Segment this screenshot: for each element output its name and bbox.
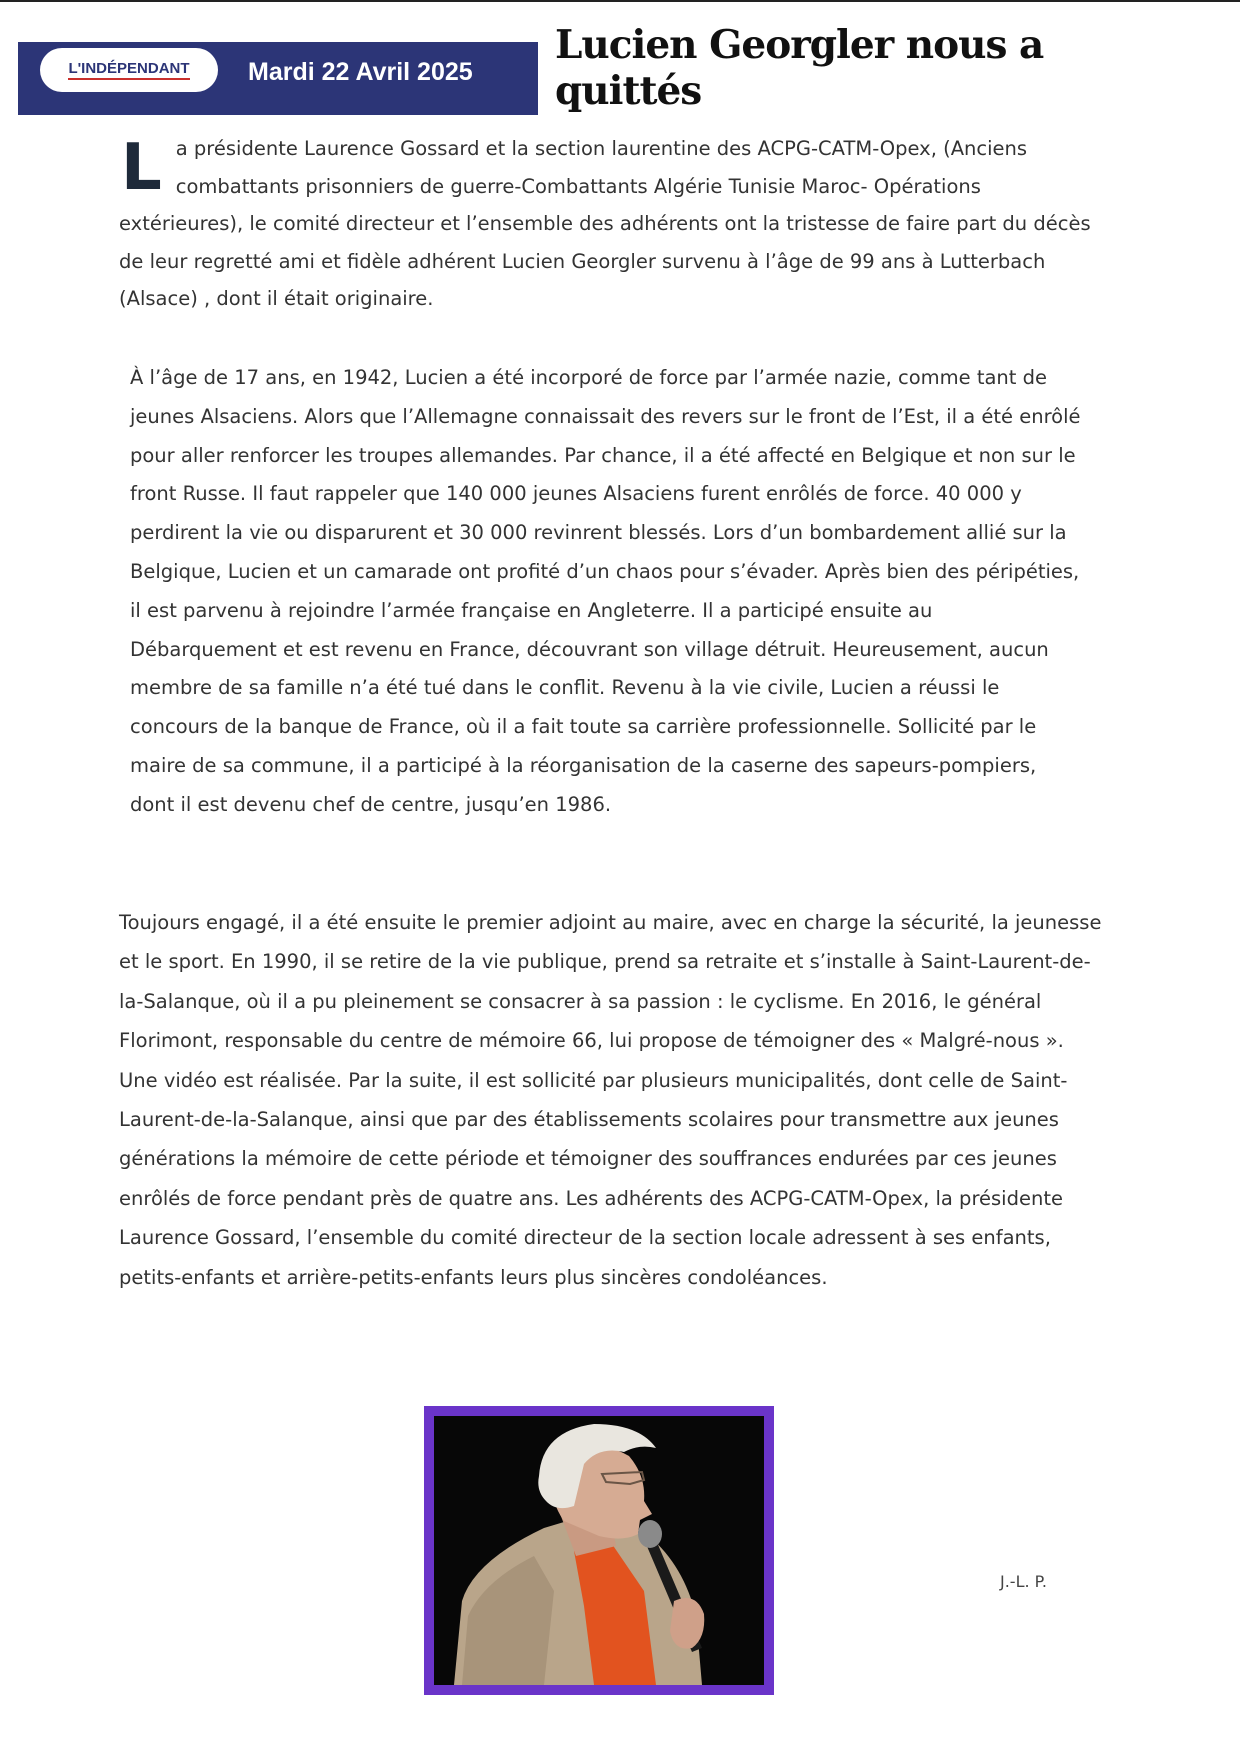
newspaper-logo-text: L'INDÉPENDANT bbox=[68, 60, 189, 80]
newspaper-logo bbox=[40, 48, 218, 92]
newspaper-banner bbox=[18, 42, 538, 115]
publication-date: Mardi 22 Avril 2025 bbox=[248, 58, 473, 86]
drop-cap: L bbox=[121, 131, 162, 205]
article-paragraph-1-text: a présidente Laurence Gossard et la section laurentine des ACPG-CATM-Opex, (Anciens combattants prisonniers de guerre-Combattants Algérie Tunisie Maroc- Opérations extérieures), le comité directeur et l’ensemble des adhérents ont la tristesse de faire part du décès de leur regretté ami et fidèle adhérent Lucien Georgler survenu à l’âge de 99 ans à Lutterbach (Alsace) , dont il était originaire. bbox=[119, 137, 1091, 310]
portrait-photo-frame bbox=[424, 1406, 774, 1695]
article-paragraph-1 bbox=[119, 130, 1099, 318]
top-rule bbox=[0, 0, 1240, 2]
portrait-photo bbox=[434, 1416, 764, 1685]
article-headline: Lucien Georgler nous a quittés bbox=[555, 22, 1044, 114]
article-paragraph-3: Toujours engagé, il a été ensuite le premier adjoint au maire, avec en charge la sécurité, la jeunesse et le sport. En 1990, il se retire de la vie publique, prend sa retraite et s’installe à Saint-Laurent-de-la-Salanque, où il a pu pleinement se consacrer à sa passion : le cyclisme. En 2016, le général Florimont, responsable du centre de mémoire 66, lui propose de témoigner des « Malgré-nous ». Une vidéo est réalisée. Par la suite, il est sollicité par plusieurs municipalités, dont celle de Saint-Laurent-de-la-Salanque, ainsi que par des établissements scolaires pour transmettre aux jeunes générations la mémoire de cette période et témoigner des souffrances endurées par ces jeunes enrôlés de force pendant près de quatre ans. Les adhérents des ACPG-CATM-Opex, la présidente Laurence Gossard, l’ensemble du comité directeur de la section locale adressent à ses enfants, petits-enfants et arrière-petits-enfants leurs plus sincères condoléances. bbox=[119, 911, 1102, 1289]
photo-credit: J.-L. P. bbox=[1000, 1572, 1047, 1591]
article-paragraph-2: À l’âge de 17 ans, en 1942, Lucien a été incorporé de force par l’armée nazie, comme tant de jeunes Alsaciens. Alors que l’Allemagne connaissait des revers sur le front de l’Est, il a été enrôlé pour aller renforcer les troupes allemandes. Par chance, il a été affecté en Belgique et non sur le front Russe. Il faut rappeler que 140 000 jeunes Alsaciens furent enrôlés de force. 40 000 y perdirent la vie ou disparurent et 30 000 revinrent blessés. Lors d’un bombardement allié sur la Belgique, Lucien et un camarade ont profité d’un chaos pour s’évader. Après bien des péripéties, il est parvenu à rejoindre l’armée française en Angleterre. Il a participé ensuite au Débarquement et est revenu en France, découvrant son village détruit. Heureusement, aucun membre de sa famille n’a été tué dans le conflit. Revenu à la vie civile, Lucien a réussi le concours de la banque de France, où il a fait toute sa carrière professionnelle. Sollicité par le maire de sa commune, il a participé à la réorganisation de la caserne des sapeurs-pompiers, dont il est devenu chef de centre, jusqu’en 1986. bbox=[130, 366, 1081, 816]
